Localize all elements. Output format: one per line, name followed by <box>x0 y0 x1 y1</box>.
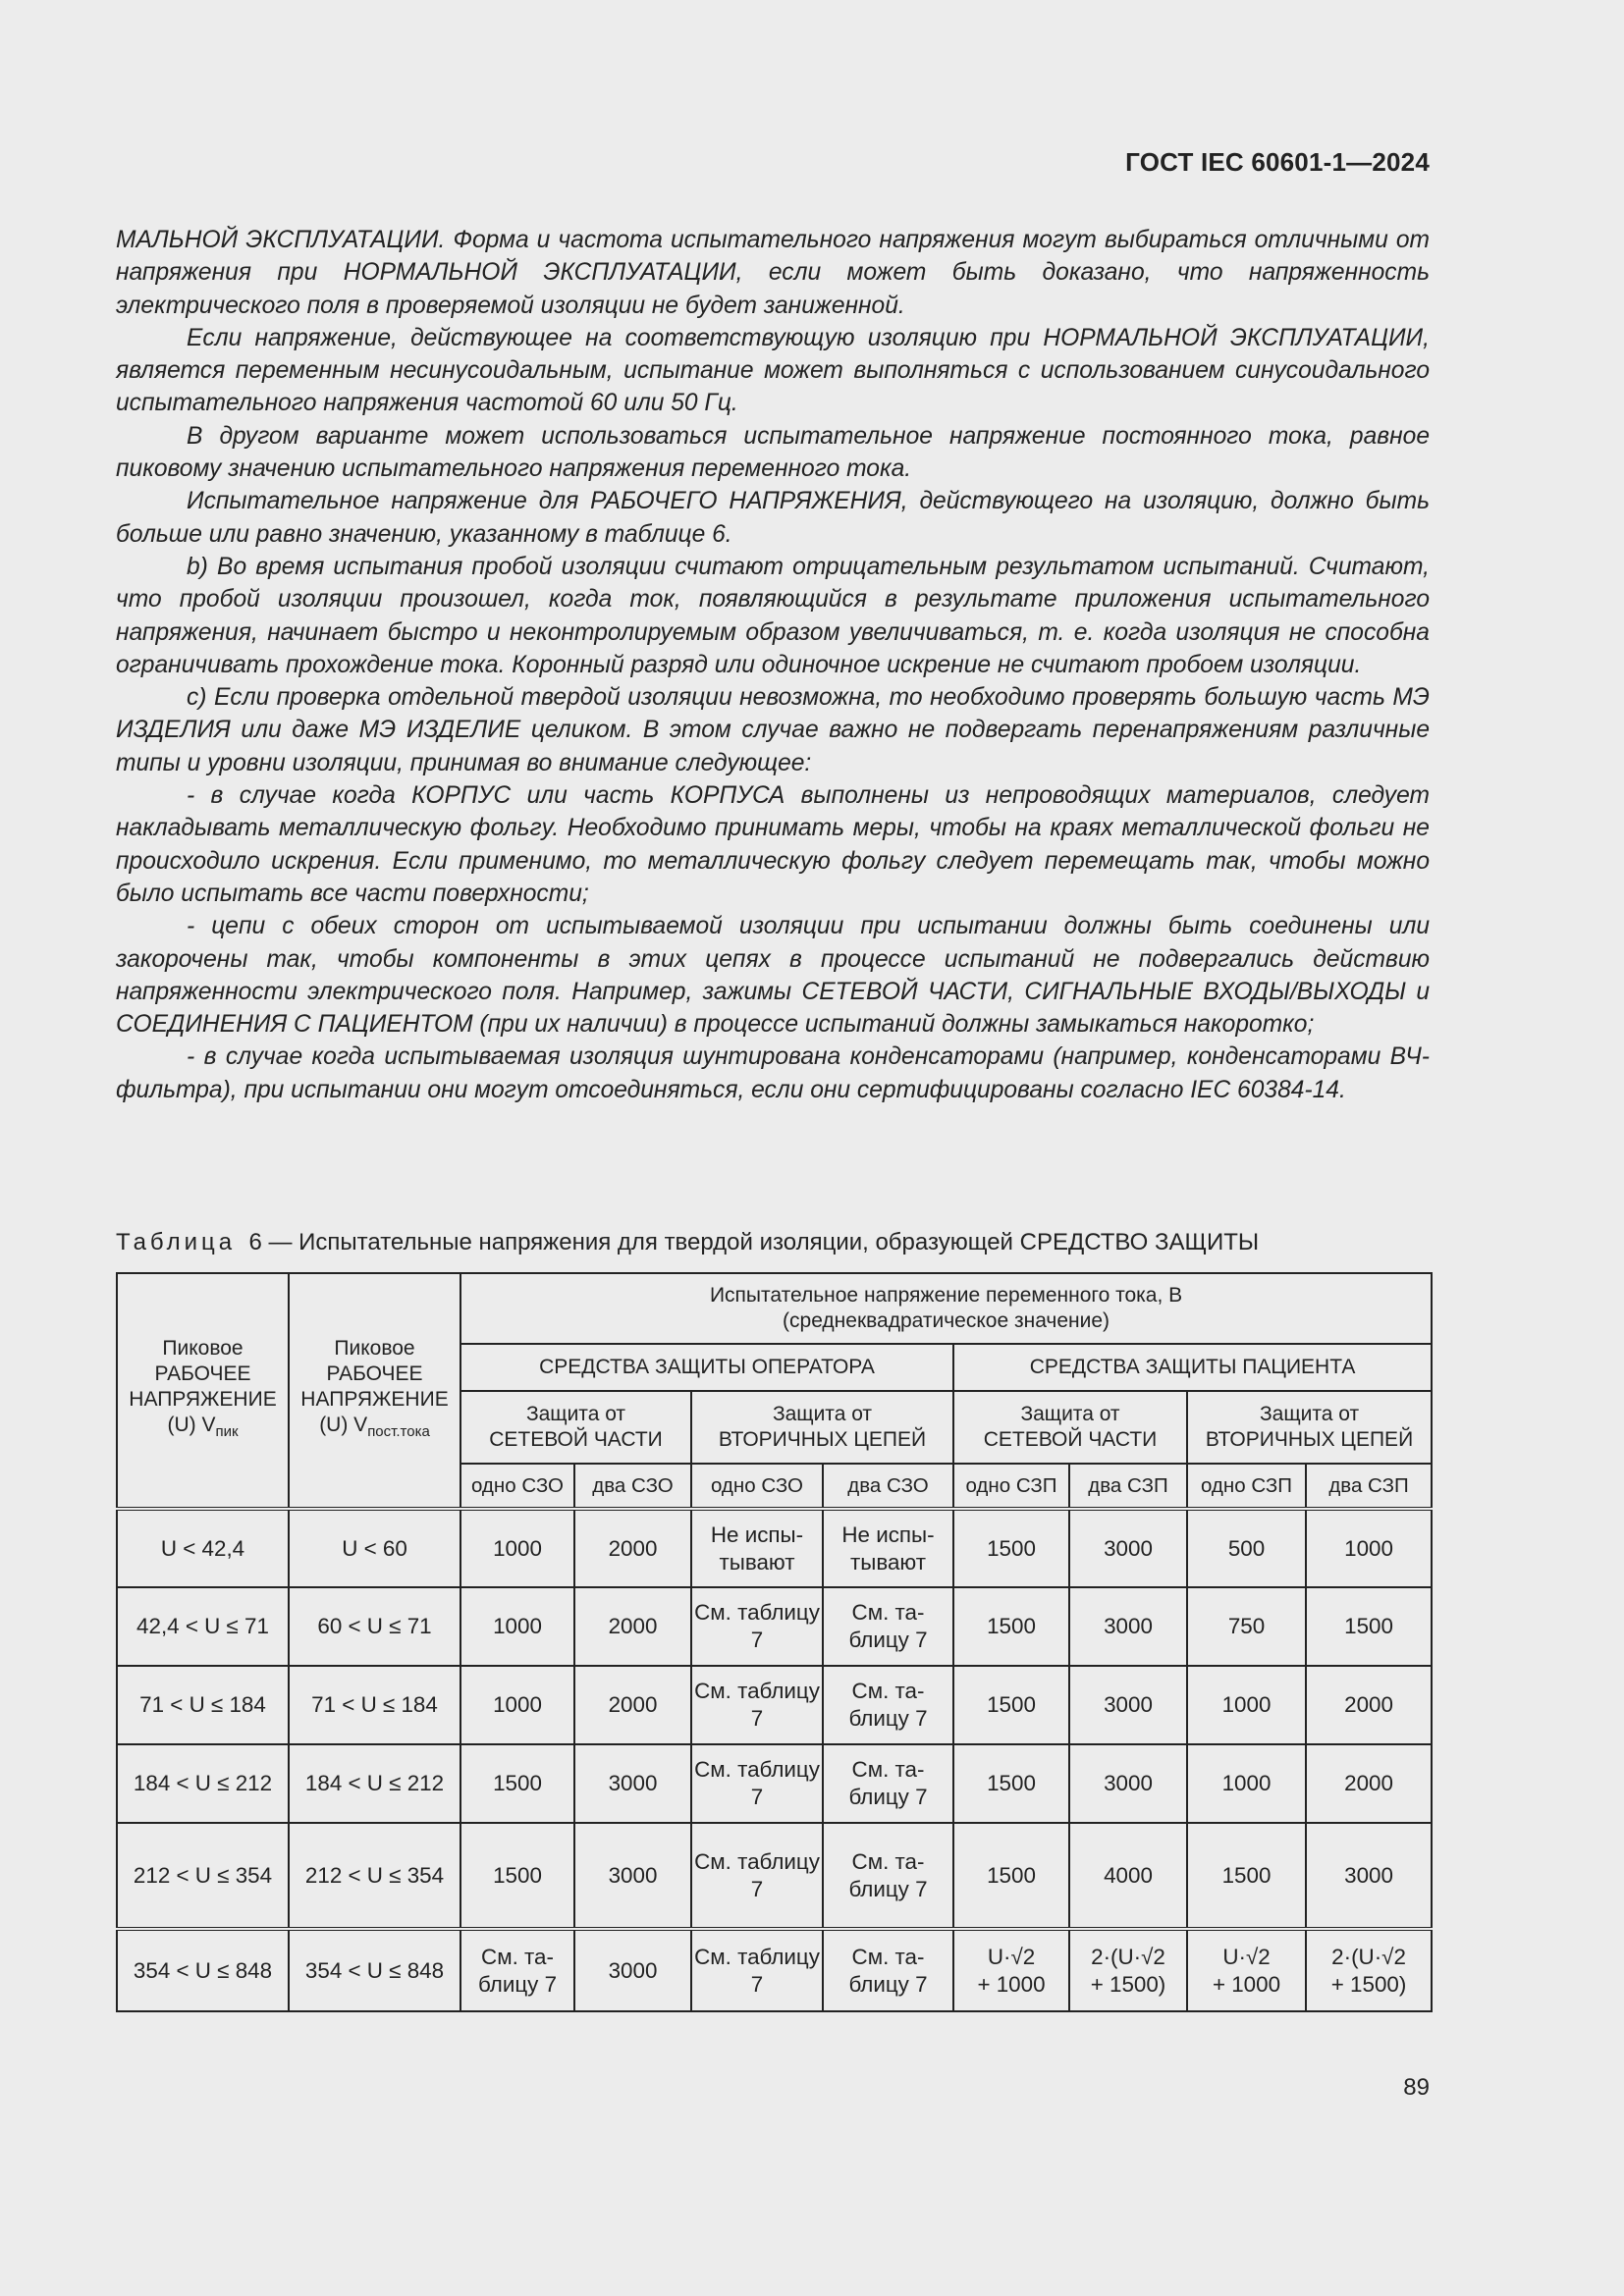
cell: 3000 <box>1069 1744 1187 1823</box>
cell: 2000 <box>574 1666 691 1744</box>
cell: 1500 <box>460 1744 574 1823</box>
cell: 3000 <box>1069 1509 1187 1587</box>
cell: U·√2 + 1000 <box>953 1929 1069 2011</box>
paragraph: МАЛЬНОЙ ЭКСПЛУАТАЦИИ. Форма и частота испытательного напряжения могут выбираться отличными от напряжения при НОРМАЛЬНОЙ ЭКСПЛУАТАЦИИ, если может быть доказано, что напряженность электрического поля в проверяемой изоляции не будет заниженной. <box>116 227 1430 319</box>
patient-mains-header: Защита от СЕТЕВОЙ ЧАСТИ <box>953 1391 1187 1464</box>
ac-test-voltage-header: Испытательное напряжение переменного тока, В (среднеквадратическое значение) <box>460 1273 1432 1344</box>
cell: 3000 <box>574 1744 691 1823</box>
mopp-one-header: одно СЗП <box>1187 1464 1306 1509</box>
cell: 1500 <box>953 1587 1069 1666</box>
col-peak-working-voltage-dc: Пиковое РАБОЧЕЕ НАПРЯЖЕНИЕ (U) $V_{пост.тока}$ <box>289 1273 460 1509</box>
cell: См. таблицу 7 <box>691 1823 823 1929</box>
cell: 42,4 < U ≤ 71 <box>117 1587 289 1666</box>
cell: 71 < U ≤ 184 <box>289 1666 460 1744</box>
cell: См. таблицу 7 <box>823 1929 953 2011</box>
paragraph: - в случае когда испытываемая изоляция шунтирована конденсаторами (например, конденсаторами ВЧ-фильтра), при испытании они могут отсоединяться, если они сертифицированы согласно IEC 60384-14. <box>116 1043 1430 1103</box>
cell: См. таблицу 7 <box>691 1587 823 1666</box>
cell: См. таблицу 7 <box>691 1666 823 1744</box>
paragraph: - цепи с обеих сторон от испытываемой изоляции при испытании должны быть соединены или закорочены так, чтобы компоненты в этих цепях в процессе испытаний не подвергались действию напряженности электрического поля. Например, зажимы СЕТЕВОЙ ЧАСТИ, СИГНАЛЬНЫЕ ВХОДЫ/ВЫХОДЫ и СОЕДИНЕНИЯ С ПАЦИЕНТОМ (при их наличии) в процессе испытаний должны замыкаться накоротко; <box>116 913 1430 1039</box>
cell: 354 < U ≤ 848 <box>117 1929 289 2011</box>
cell: См. таблицу 7 <box>691 1744 823 1823</box>
caption-label: Таблица <box>116 1229 237 1255</box>
table-row <box>117 1587 1432 1666</box>
cell: См. таблицу 7 <box>823 1823 953 1929</box>
body-text <box>116 224 1430 1106</box>
operator-mains-header: Защита от СЕТЕВОЙ ЧАСТИ <box>460 1391 691 1464</box>
table-caption <box>116 1227 1430 1258</box>
cell: 354 < U ≤ 848 <box>289 1929 460 2011</box>
cell: 500 <box>1187 1509 1306 1587</box>
cell: 1500 <box>953 1744 1069 1823</box>
cell: 2000 <box>1306 1666 1432 1744</box>
cell: U < 42,4 <box>117 1509 289 1587</box>
cell: 2000 <box>574 1509 691 1587</box>
cell: 1500 <box>1187 1823 1306 1929</box>
cell: 1500 <box>1306 1587 1432 1666</box>
cell: U < 60 <box>289 1509 460 1587</box>
cell: Не испытывают <box>691 1509 823 1587</box>
cell: 184 < U ≤ 212 <box>289 1744 460 1823</box>
cell: 60 < U ≤ 71 <box>289 1587 460 1666</box>
document-code: ГОСТ IEC 60601-1—2024 <box>1125 147 1430 177</box>
table-row <box>117 1823 1432 1929</box>
cell: U·√2 + 1000 <box>1187 1929 1306 2011</box>
cell: 3000 <box>1069 1666 1187 1744</box>
cell: 1000 <box>460 1666 574 1744</box>
table-row <box>117 1929 1432 2011</box>
cell: 3000 <box>574 1823 691 1929</box>
cell: 4000 <box>1069 1823 1187 1929</box>
cell: 1500 <box>953 1823 1069 1929</box>
caption-text: — Испытательные напряжения для твердой изоляции, образующей СРЕДСТВО ЗАЩИТЫ <box>268 1229 1260 1255</box>
cell: 2·(U·√2 + 1500) <box>1306 1929 1432 2011</box>
cell: 1500 <box>460 1823 574 1929</box>
operator-secondary-header: Защита от ВТОРИЧНЫХ ЦЕПЕЙ <box>691 1391 953 1464</box>
cell: 1000 <box>1187 1744 1306 1823</box>
cell: 2000 <box>1306 1744 1432 1823</box>
cell: 212 < U ≤ 354 <box>117 1823 289 1929</box>
mopp-one-header: одно СЗП <box>953 1464 1069 1509</box>
mop-one-header: одно СЗО <box>691 1464 823 1509</box>
paragraph: В другом варианте может использоваться испытательное напряжение постоянного тока, равное пиковому значению испытательного напряжения переменного тока. <box>116 422 1430 483</box>
caption-number: 6 <box>248 1229 262 1255</box>
cell: 1000 <box>460 1587 574 1666</box>
cell: См. таблицу 7 <box>460 1929 574 2011</box>
cell: Не испытывают <box>823 1509 953 1587</box>
cell: См. таблицу 7 <box>691 1929 823 2011</box>
cell: 1000 <box>1187 1666 1306 1744</box>
cell: См. таблицу 7 <box>823 1666 953 1744</box>
patient-protection-header: СРЕДСТВА ЗАЩИТЫ ПАЦИЕНТА <box>953 1344 1432 1391</box>
cell: 2000 <box>574 1587 691 1666</box>
cell: 3000 <box>1306 1823 1432 1929</box>
table-row <box>117 1509 1432 1587</box>
paragraph: Испытательное напряжение для РАБОЧЕГО НАПРЯЖЕНИЯ, действующего на изоляцию, должно быть больше или равно значению, указанному в таблице 6. <box>116 488 1430 548</box>
mop-one-header: одно СЗО <box>460 1464 574 1509</box>
cell: 1500 <box>953 1666 1069 1744</box>
mop-two-header: два СЗО <box>574 1464 691 1509</box>
cell: 3000 <box>574 1929 691 2011</box>
page-number: 89 <box>1403 2074 1430 2101</box>
table-row <box>117 1744 1432 1823</box>
mopp-two-header: два СЗП <box>1306 1464 1432 1509</box>
mopp-two-header: два СЗП <box>1069 1464 1187 1509</box>
cell: 1500 <box>953 1509 1069 1587</box>
cell: 212 < U ≤ 354 <box>289 1823 460 1929</box>
cell: См. таблицу 7 <box>823 1744 953 1823</box>
paragraph: - в случае когда КОРПУС или часть КОРПУСА выполнены из непроводящих материалов, следует накладывать металлическую фольгу. Необходимо принимать меры, чтобы на краях металлической фольги не происходило искрения. Если применимо, то металлическую фольгу следует перемещать так, чтобы можно было испытать все части поверхности; <box>116 782 1430 907</box>
paragraph: Если напряжение, действующее на соответствующую изоляцию при НОРМАЛЬНОЙ ЭКСПЛУАТАЦИИ, является переменным несинусоидальным, испытание может выполняться с использованием синусоидального испытательного напряжения частотой 60 или 50 Гц. <box>116 324 1430 417</box>
paragraph: c) Если проверка отдельной твердой изоляции невозможна, то необходимо проверять большую часть МЭ ИЗДЕЛИЯ или даже МЭ ИЗДЕЛИЕ целиком. В этом случае важно не подвергать перенапряжениям различные типы и уровни изоляции, принимая во внимание следующее: <box>116 684 1430 776</box>
col-peak-working-voltage: Пиковое РАБОЧЕЕ НАПРЯЖЕНИЕ (U) $V_{пик}$ <box>117 1273 289 1509</box>
paragraph: b) Во время испытания пробой изоляции считают отрицательным результатом испытаний. Считают, что пробой изоляции произошел, когда ток, появляющийся в результате приложения испытательного напряжения, начинает быстро и неконтролируемым образом увеличиваться, т. е. когда изоляция не способна ограничивать прохождение тока. Коронный разряд или одиночное искрение не считают пробоем изоляции. <box>116 553 1430 678</box>
patient-secondary-header: Защита от ВТОРИЧНЫХ ЦЕПЕЙ <box>1187 1391 1432 1464</box>
cell: 1000 <box>1306 1509 1432 1587</box>
test-voltage-table <box>116 1272 1433 2012</box>
cell: 2·(U·√2 + 1500) <box>1069 1929 1187 2011</box>
cell: 750 <box>1187 1587 1306 1666</box>
cell: 184 < U ≤ 212 <box>117 1744 289 1823</box>
cell: 3000 <box>1069 1587 1187 1666</box>
table-row <box>117 1666 1432 1744</box>
cell: См. таблицу 7 <box>823 1587 953 1666</box>
operator-protection-header: СРЕДСТВА ЗАЩИТЫ ОПЕРАТОРА <box>460 1344 953 1391</box>
mop-two-header: два СЗО <box>823 1464 953 1509</box>
cell: 71 < U ≤ 184 <box>117 1666 289 1744</box>
cell: 1000 <box>460 1509 574 1587</box>
